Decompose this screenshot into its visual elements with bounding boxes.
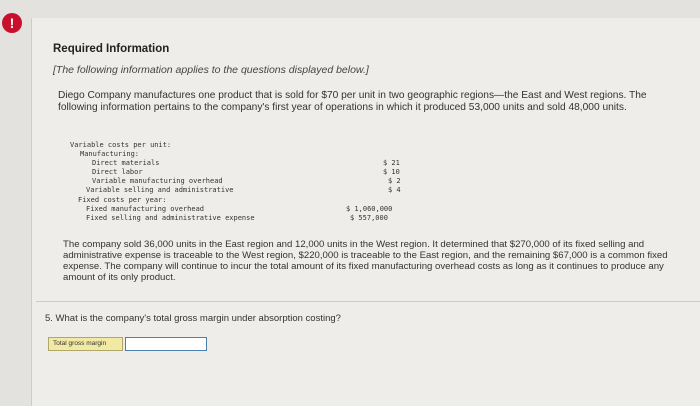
direct-labor-label: Direct labor: [92, 168, 143, 176]
regional-info-paragraph: The company sold 36,000 units in the East region and 12,000 units in the West region. It determined that $270,000 of its fixed selling and administrative expense is traceable to the West region, $220,000 is traceable to the East region, and the remaining $67,000 is a common fixed expense. The company will continue to incur the total amount of its fixed manufacturing overhead costs as long as it continues to produce any amount of its only product.: [63, 239, 668, 283]
fixed-overhead-label: Fixed manufacturing overhead: [86, 205, 205, 213]
alert-icon: !: [2, 13, 22, 33]
fixed-selling-label: Fixed selling and administrative expense: [86, 214, 255, 222]
variable-overhead-label: Variable manufacturing overhead: [92, 177, 223, 185]
question-text: 5. What is the company's total gross margin under absorption costing?: [45, 313, 341, 324]
direct-materials-value: $ 21: [383, 159, 400, 167]
answer-row: [48, 337, 207, 351]
variable-selling-value: $ 4: [388, 186, 401, 194]
intro-paragraph: Diego Company manufactures one product that is sold for $70 per unit in two geographic regions—the East and West regions. The following information pertains to the company's first year of operations in which it produced 53,000 units and sold 48,000 units.: [58, 90, 647, 113]
direct-labor-value: $ 10: [383, 168, 400, 176]
manufacturing-header: Manufacturing:: [80, 150, 140, 158]
fixed-overhead-value: $ 1,060,000: [346, 205, 393, 213]
divider: [36, 301, 700, 302]
direct-materials-label: Direct materials: [92, 159, 160, 167]
variable-selling-label: Variable selling and administrative: [86, 186, 234, 194]
variable-overhead-value: $ 2: [388, 177, 401, 185]
instruction-note: [The following information applies to the questions displayed below.]: [53, 64, 369, 76]
required-information-heading: Required Information: [53, 43, 170, 55]
total-gross-margin-label: Total gross margin: [48, 337, 123, 351]
total-gross-margin-input[interactable]: [125, 337, 207, 351]
variable-costs-header: Variable costs per unit:: [70, 141, 172, 149]
fixed-costs-header: Fixed costs per year:: [78, 196, 167, 204]
fixed-selling-value: $ 557,000: [350, 214, 388, 222]
